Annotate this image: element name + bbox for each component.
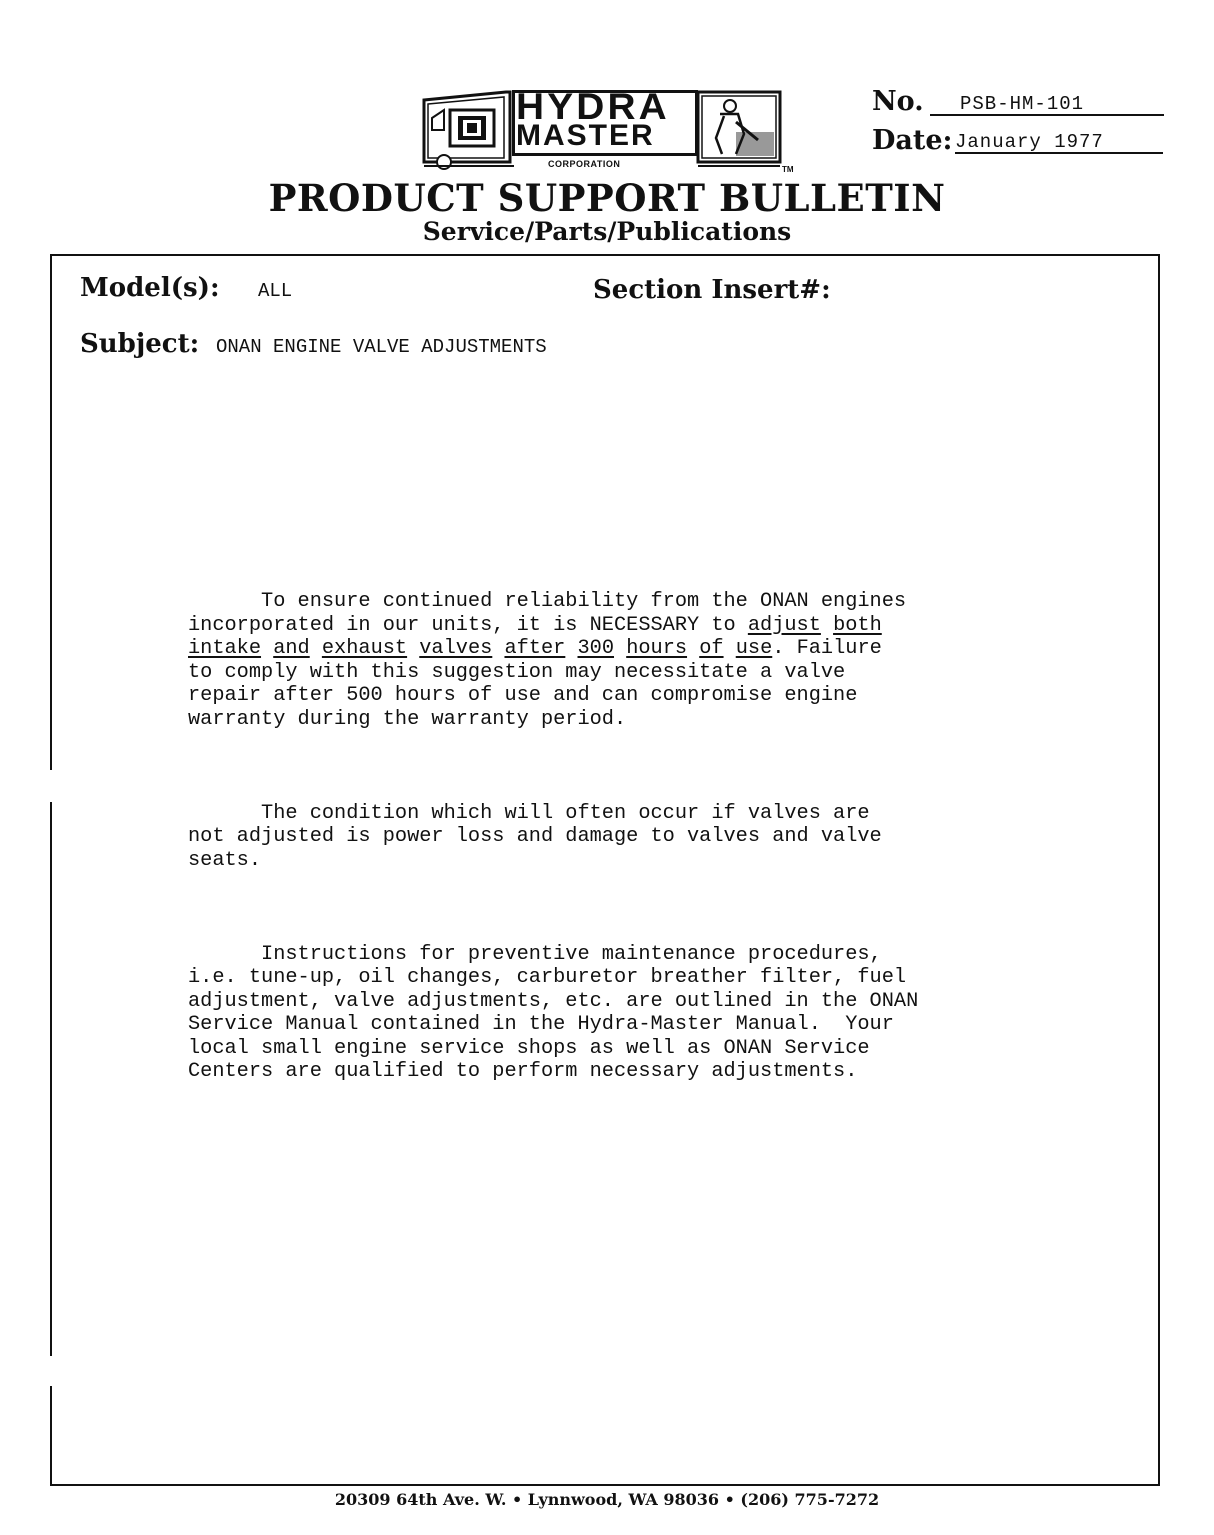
frame-gap: [46, 1356, 56, 1386]
logo-corporation: CORPORATION: [548, 159, 621, 169]
frame-left-border: [50, 254, 52, 1484]
emphasis-text: exhaust: [321, 637, 408, 660]
emphasis-text: adjust: [747, 613, 821, 637]
paragraph-3: [188, 943, 1068, 1084]
emphasis-text: after: [504, 637, 566, 660]
bulletin-no-value: PSB-HM-101: [930, 94, 1164, 116]
text-line: Centers are qualified to perform necessary adjustments.: [188, 1060, 858, 1083]
text-line: The condition which will often occur if valves are: [188, 801, 870, 825]
subject-label: Subject:: [80, 329, 200, 359]
section-insert-label: Section Insert#:: [593, 275, 831, 305]
text-line: Service Manual contained in the Hydra-Master Manual. Your: [188, 1013, 894, 1036]
emphasis-text: 300: [577, 637, 615, 660]
text-line: repair after 500 hours of use and can compromise engine: [188, 684, 858, 707]
emphasis-text: and: [273, 637, 310, 660]
company-logo: [418, 86, 794, 174]
text-line: incorporated in our units, it is NECESSARY to: [188, 613, 748, 637]
text-line: local small engine service shops as well as ONAN Service: [188, 1036, 870, 1060]
logo-line2: MASTER: [516, 119, 655, 152]
text-line: seats.: [188, 848, 262, 872]
text-line: adjustment, valve adjustments, etc. are outlined in the ONAN: [188, 989, 919, 1013]
logo-line1: HYDRA: [516, 86, 670, 127]
page-title: PRODUCT SUPPORT BULLETIN: [268, 176, 946, 220]
frame-gap: [46, 770, 56, 802]
text-line: . Failure: [772, 637, 882, 660]
text-line: not adjusted is power loss and damage to valves and valve: [188, 825, 882, 848]
emphasis-text: both: [833, 613, 882, 637]
text-line: warranty during the warranty period.: [188, 707, 627, 731]
bulletin-date-label: Date:: [872, 125, 953, 156]
text-line: Instructions for preventive maintenance procedures,: [188, 942, 882, 966]
bulletin-no-label: No.: [872, 86, 924, 117]
text-line: To ensure continued reliability from the ONAN engines: [188, 590, 907, 613]
subject-value: ONAN ENGINE VALVE ADJUSTMENTS: [216, 336, 547, 358]
models-label: Model(s):: [80, 273, 220, 303]
text-line: i.e. tune-up, oil changes, carburetor breather filter, fuel: [188, 966, 907, 989]
logo-tm: TM: [782, 165, 794, 174]
paragraph-1: [188, 590, 1068, 731]
models-value: ALL: [258, 280, 293, 302]
emphasis-text: use: [735, 637, 773, 660]
emphasis-text: hours: [626, 637, 688, 660]
bulletin-date-value: January 1977: [955, 132, 1163, 154]
bulletin-body: [188, 543, 1068, 1131]
footer-address: 20309 64th Ave. W. • Lynnwood, WA 98036 • (206) 775-7272: [334, 1490, 880, 1509]
emphasis-text: of: [699, 637, 724, 660]
emphasis-text: intake: [188, 637, 262, 660]
page-subtitle: Service/Parts/Publications: [422, 217, 792, 246]
emphasis-text: valves: [419, 637, 493, 660]
paragraph-2: [188, 802, 1068, 873]
text-line: to comply with this suggestion may necessitate a valve: [188, 660, 846, 684]
